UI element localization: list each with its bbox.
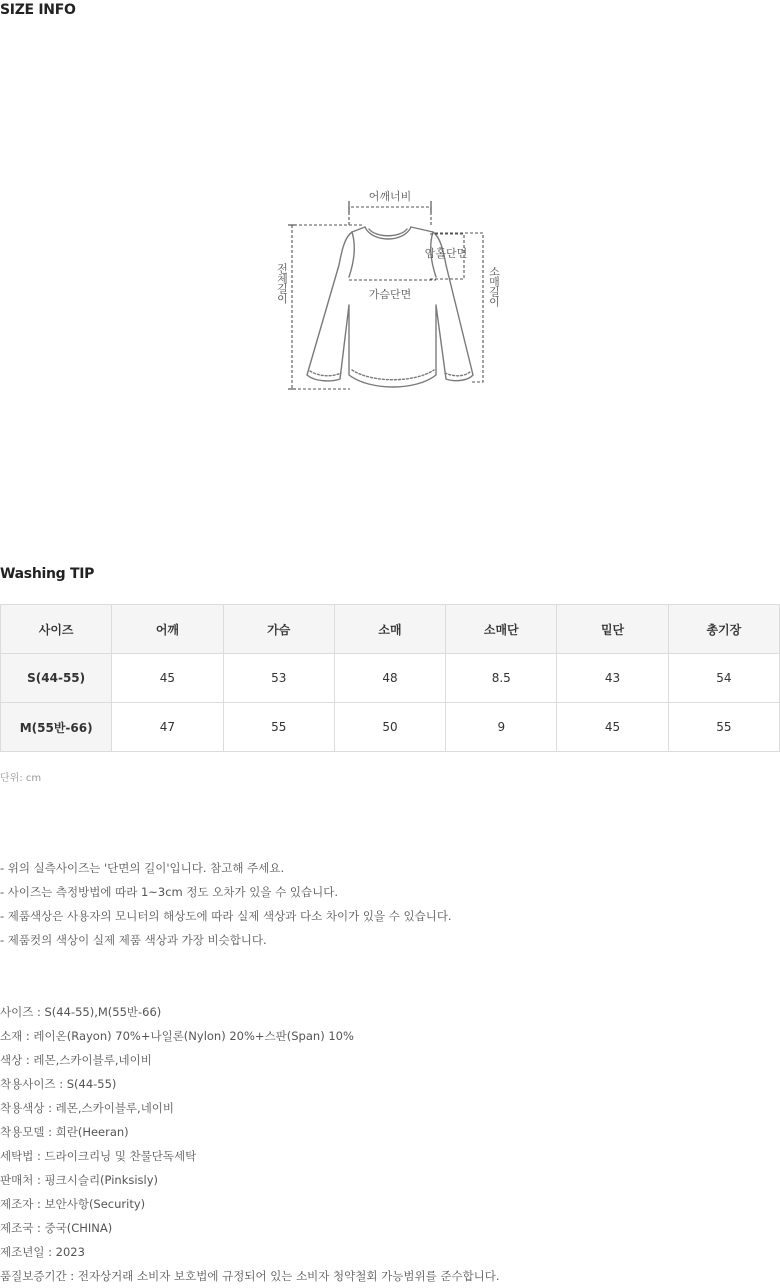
- column-header: 밑단: [557, 605, 668, 654]
- table-cell: 47: [112, 703, 223, 752]
- spec-colors: 색상 : 레몬,스카이블루,네이비: [0, 1053, 152, 1067]
- chest-label: 가슴단면: [368, 288, 412, 301]
- left-cuff-stitch: [310, 371, 341, 376]
- product-specs-list: [0, 1000, 500, 1288]
- table-row: [1, 703, 780, 752]
- spec-worn-color: 착용색상 : 레몬,스카이블루,네이비: [0, 1101, 175, 1115]
- list-item: - 사이즈는 측정방법에 따라 1~3cm 정도 오차가 있을 수 있습니다.: [0, 885, 339, 899]
- table-cell: 55: [223, 703, 334, 752]
- column-header: 가슴: [223, 605, 334, 654]
- size-table: [0, 604, 780, 752]
- garment-size-diagram: [270, 185, 500, 395]
- hem-stitch: [352, 370, 434, 380]
- spec-washing: 세탁법 : 드라이크리닝 및 찬물단독세탁: [0, 1149, 197, 1163]
- table-header-row: [1, 605, 780, 654]
- size-cell: M(55반-66): [1, 703, 112, 752]
- table-cell: 55: [668, 703, 779, 752]
- spec-worn-size: 착용사이즈 : S(44-55): [0, 1077, 117, 1091]
- shoulder-guide: [349, 207, 431, 225]
- spec-material: 소재 : 레이온(Rayon) 70%+나일론(Nylon) 20%+스판(Span) 10%: [0, 1029, 354, 1043]
- long-sleeve-top-illustration: [270, 185, 500, 395]
- spec-model: 착용모델 : 희란(Heeran): [0, 1125, 129, 1139]
- column-header: 소매단: [446, 605, 557, 654]
- neckline-inner: [369, 229, 407, 236]
- table-cell: 43: [557, 654, 668, 703]
- shoulder-width-label: 어깨너비: [368, 190, 412, 203]
- column-header: 총기장: [668, 605, 779, 654]
- size-info-title: SIZE INFO: [0, 2, 76, 18]
- list-item: - 제품컷의 색상이 실제 제품 색상과 가장 비슷합니다.: [0, 933, 267, 947]
- left-armhole-seam: [349, 232, 354, 277]
- spec-seller: 판매처 : 핑크시슬리(Pinksisly): [0, 1173, 159, 1187]
- list-item: - 위의 실측사이즈는 '단면의 길이'입니다. 참고해 주세요.: [0, 861, 285, 875]
- spec-manufacturer: 제조자 : 보안사항(Security): [0, 1197, 146, 1211]
- column-header: 어깨: [112, 605, 223, 654]
- armhole-label: 암홀단면: [424, 247, 468, 260]
- table-cell: 45: [557, 703, 668, 752]
- list-item: - 제품색상은 사용자의 모니터의 해상도에 따라 실제 색상과 다소 차이가 있을 수 있습니다.: [0, 909, 452, 923]
- table-row: [1, 654, 780, 703]
- size-cell: S(44-55): [1, 654, 112, 703]
- spec-country: 제조국 : 중국(CHINA): [0, 1221, 113, 1235]
- right-cuff-stitch: [445, 371, 471, 376]
- spec-size: 사이즈 : S(44-55),M(55반-66): [0, 1005, 162, 1019]
- table-cell: 53: [223, 654, 334, 703]
- unit-note: 단위: cm: [0, 773, 42, 784]
- table-cell: 48: [334, 654, 445, 703]
- washing-tip-title: Washing TIP: [0, 566, 95, 582]
- size-notes-list: [0, 856, 452, 952]
- total-length-label: 전체길이: [275, 263, 289, 303]
- table-cell: 54: [668, 654, 779, 703]
- table-cell: 50: [334, 703, 445, 752]
- spec-manufacture-date: 제조년일 : 2023: [0, 1245, 85, 1259]
- spec-warranty: 품질보증기간 : 전자상거래 소비자 보호법에 규정되어 있는 소비자 청약철회 가능범위를 준수합니다.: [0, 1269, 500, 1283]
- table-cell: 45: [112, 654, 223, 703]
- column-header: 사이즈: [1, 605, 112, 654]
- sleeve-length-label: 소매길이: [487, 266, 500, 306]
- table-cell: 9: [446, 703, 557, 752]
- column-header: 소매: [334, 605, 445, 654]
- neckline-outer: [365, 227, 411, 239]
- table-cell: 8.5: [446, 654, 557, 703]
